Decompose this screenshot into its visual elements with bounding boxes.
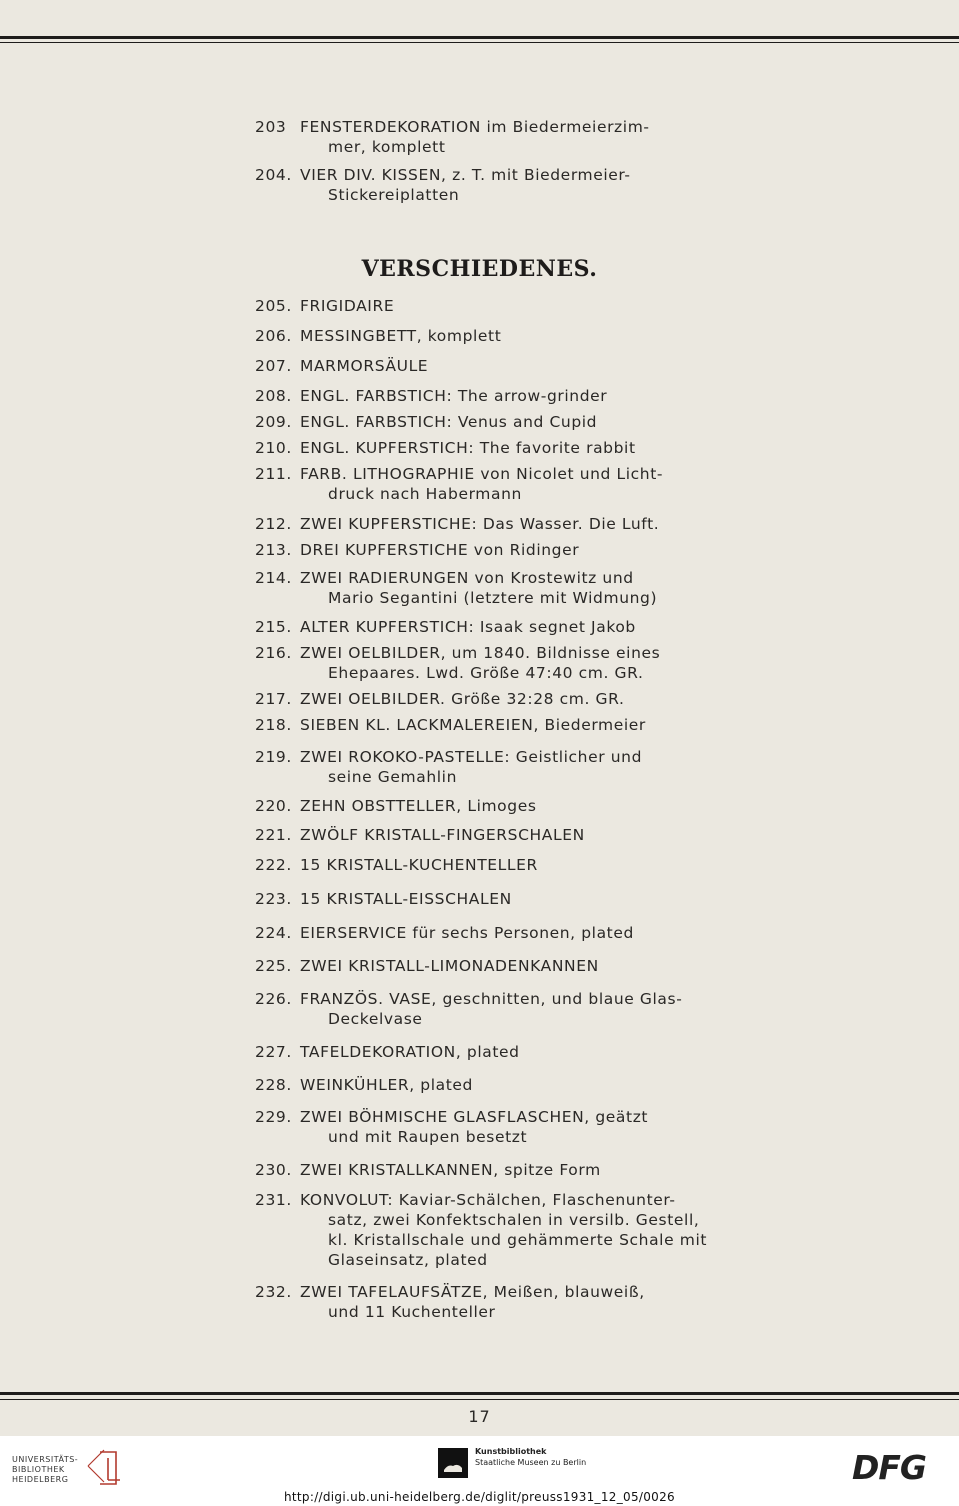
kunstbibliothek-title: Kunstbibliothek — [475, 1447, 547, 1456]
entry-description-continued: Stickereiplatten — [328, 186, 460, 204]
entry-description: ZWEI KRISTALLKANNEN, spitze Form — [300, 1161, 601, 1179]
entry-description: ENGL. FARBSTICH: Venus and Cupid — [300, 413, 598, 431]
entry-number: 206. — [255, 327, 292, 345]
entry-description: ZWEI TAFELAUFSÄTZE, Meißen, blauweiß, — [300, 1283, 645, 1301]
entry-number: 217. — [255, 690, 292, 708]
entry-number: 213. — [255, 541, 292, 559]
entry-number: 221. — [255, 826, 292, 844]
entry-number: 231. — [255, 1191, 292, 1209]
entry-number: 203 — [255, 118, 287, 136]
entry-description: ENGL. FARBSTICH: The arrow-grinder — [300, 387, 608, 405]
entry-description: FARB. LITHOGRAPHIE von Nicolet und Licht- — [300, 465, 664, 483]
university-line: BIBLIOTHEK — [12, 1465, 65, 1474]
entry-description: KONVOLUT: Kaviar-Schälchen, Flaschenunter- — [300, 1191, 676, 1209]
entry-number: 232. — [255, 1283, 292, 1301]
entry-description-continued: kl. Kristallschale und gehämmerte Schale mit — [328, 1231, 708, 1249]
entry-number: 215. — [255, 618, 292, 636]
bottom-rule-thick — [0, 1392, 959, 1395]
entry-number: 223. — [255, 890, 292, 908]
entry-number: 211. — [255, 465, 292, 483]
entry-description: ZWEI OELBILDER, um 1840. Bildnisse eines — [300, 644, 661, 662]
entry-description: ZWEI OELBILDER. Größe 32:28 cm. GR. — [300, 690, 625, 708]
entry-number: 224. — [255, 924, 292, 942]
entry-description: SIEBEN KL. LACKMALEREIEN, Biedermeier — [300, 716, 646, 734]
entry-description: ZEHN OBSTTELLER, Limoges — [300, 797, 537, 815]
entry-description: VIER DIV. KISSEN, z. T. mit Biedermeier- — [300, 166, 631, 184]
entry-number: 210. — [255, 439, 292, 457]
entry-description: ALTER KUPFERSTICH: Isaak segnet Jakob — [300, 618, 636, 636]
dfg-logo[interactable]: DFG — [852, 1448, 927, 1487]
kunstbibliothek-label — [475, 1446, 586, 1468]
university-emblem-icon — [86, 1446, 126, 1488]
top-rule-thin — [0, 42, 959, 43]
entry-description-continued: Deckelvase — [328, 1010, 423, 1028]
entry-number: 204. — [255, 166, 292, 184]
entry-number: 207. — [255, 357, 292, 375]
entry-description-continued: Ehepaares. Lwd. Größe 47:40 cm. GR. — [328, 664, 644, 682]
section-heading: VERSCHIEDENES. — [361, 256, 598, 282]
entry-number: 225. — [255, 957, 292, 975]
entry-description: 15 KRISTALL-EISSCHALEN — [300, 890, 512, 908]
entry-description: ZWEI KRISTALL-LIMONADENKANNEN — [300, 957, 599, 975]
kunstbibliothek-subtitle: Staatliche Museen zu Berlin — [475, 1458, 587, 1467]
entry-number: 208. — [255, 387, 292, 405]
kunstbibliothek-logo-icon[interactable] — [438, 1448, 468, 1478]
entry-description: MARMORSÄULE — [300, 357, 429, 375]
footer — [0, 1436, 959, 1506]
entry-description: DREI KUPFERSTICHE von Ridinger — [300, 541, 580, 559]
entry-description: ZWÖLF KRISTALL-FINGERSCHALEN — [300, 826, 585, 844]
entry-number: 219. — [255, 748, 292, 766]
entry-number: 220. — [255, 797, 292, 815]
entry-description-continued: Glaseinsatz, plated — [328, 1251, 488, 1269]
entry-description-continued: satz, zwei Konfektschalen in versilb. Gestell, — [328, 1211, 700, 1229]
entry-number: 209. — [255, 413, 292, 431]
entry-description: FRIGIDAIRE — [300, 297, 395, 315]
entry-number: 222. — [255, 856, 292, 874]
entry-description-continued: seine Gemahlin — [328, 768, 458, 786]
entry-number: 230. — [255, 1161, 292, 1179]
bottom-rule-thin — [0, 1399, 959, 1400]
bear-icon — [438, 1448, 468, 1478]
source-url-link[interactable]: http://digi.ub.uni-heidelberg.de/diglit/preuss1931_12_05/0026 — [284, 1490, 675, 1504]
entry-description: ZWEI ROKOKO-PASTELLE: Geistlicher und — [300, 748, 643, 766]
page-number: 17 — [468, 1407, 491, 1426]
university-line: UNIVERSITÄTS- — [12, 1455, 79, 1464]
entry-number: 227. — [255, 1043, 292, 1061]
university-label — [12, 1455, 78, 1485]
entry-description-continued: und 11 Kuchenteller — [328, 1303, 496, 1321]
entry-description-continued: und mit Raupen besetzt — [328, 1128, 528, 1146]
entry-number: 228. — [255, 1076, 292, 1094]
entry-number: 205. — [255, 297, 292, 315]
university-logo[interactable] — [12, 1444, 122, 1490]
entry-description: ENGL. KUPFERSTICH: The favorite rabbit — [300, 439, 636, 457]
university-line: HEIDELBERG — [12, 1475, 69, 1484]
entry-number: 212. — [255, 515, 292, 533]
entry-number: 226. — [255, 990, 292, 1008]
entry-number: 218. — [255, 716, 292, 734]
entry-number: 216. — [255, 644, 292, 662]
entry-description: EIERSERVICE für sechs Personen, plated — [300, 924, 634, 942]
entry-description: ZWEI RADIERUNGEN von Krostewitz und — [300, 569, 634, 587]
entry-description: WEINKÜHLER, plated — [300, 1076, 473, 1094]
entry-description-continued: druck nach Habermann — [328, 485, 522, 503]
entry-description-continued: mer, komplett — [328, 138, 446, 156]
top-rule-thick — [0, 36, 959, 39]
entry-number: 214. — [255, 569, 292, 587]
entry-description-continued: Mario Segantini (letztere mit Widmung) — [328, 589, 658, 607]
entry-description: 15 KRISTALL-KUCHENTELLER — [300, 856, 538, 874]
entry-description: ZWEI BÖHMISCHE GLASFLASCHEN, geätzt — [300, 1108, 649, 1126]
entry-description: MESSINGBETT, komplett — [300, 327, 502, 345]
entry-number: 229. — [255, 1108, 292, 1126]
entry-description: FENSTERDEKORATION im Biedermeierzim- — [300, 118, 650, 136]
entry-description: ZWEI KUPFERSTICHE: Das Wasser. Die Luft. — [300, 515, 660, 533]
entry-description: FRANZÖS. VASE, geschnitten, und blaue Glas- — [300, 990, 683, 1008]
entry-description: TAFELDEKORATION, plated — [300, 1043, 520, 1061]
